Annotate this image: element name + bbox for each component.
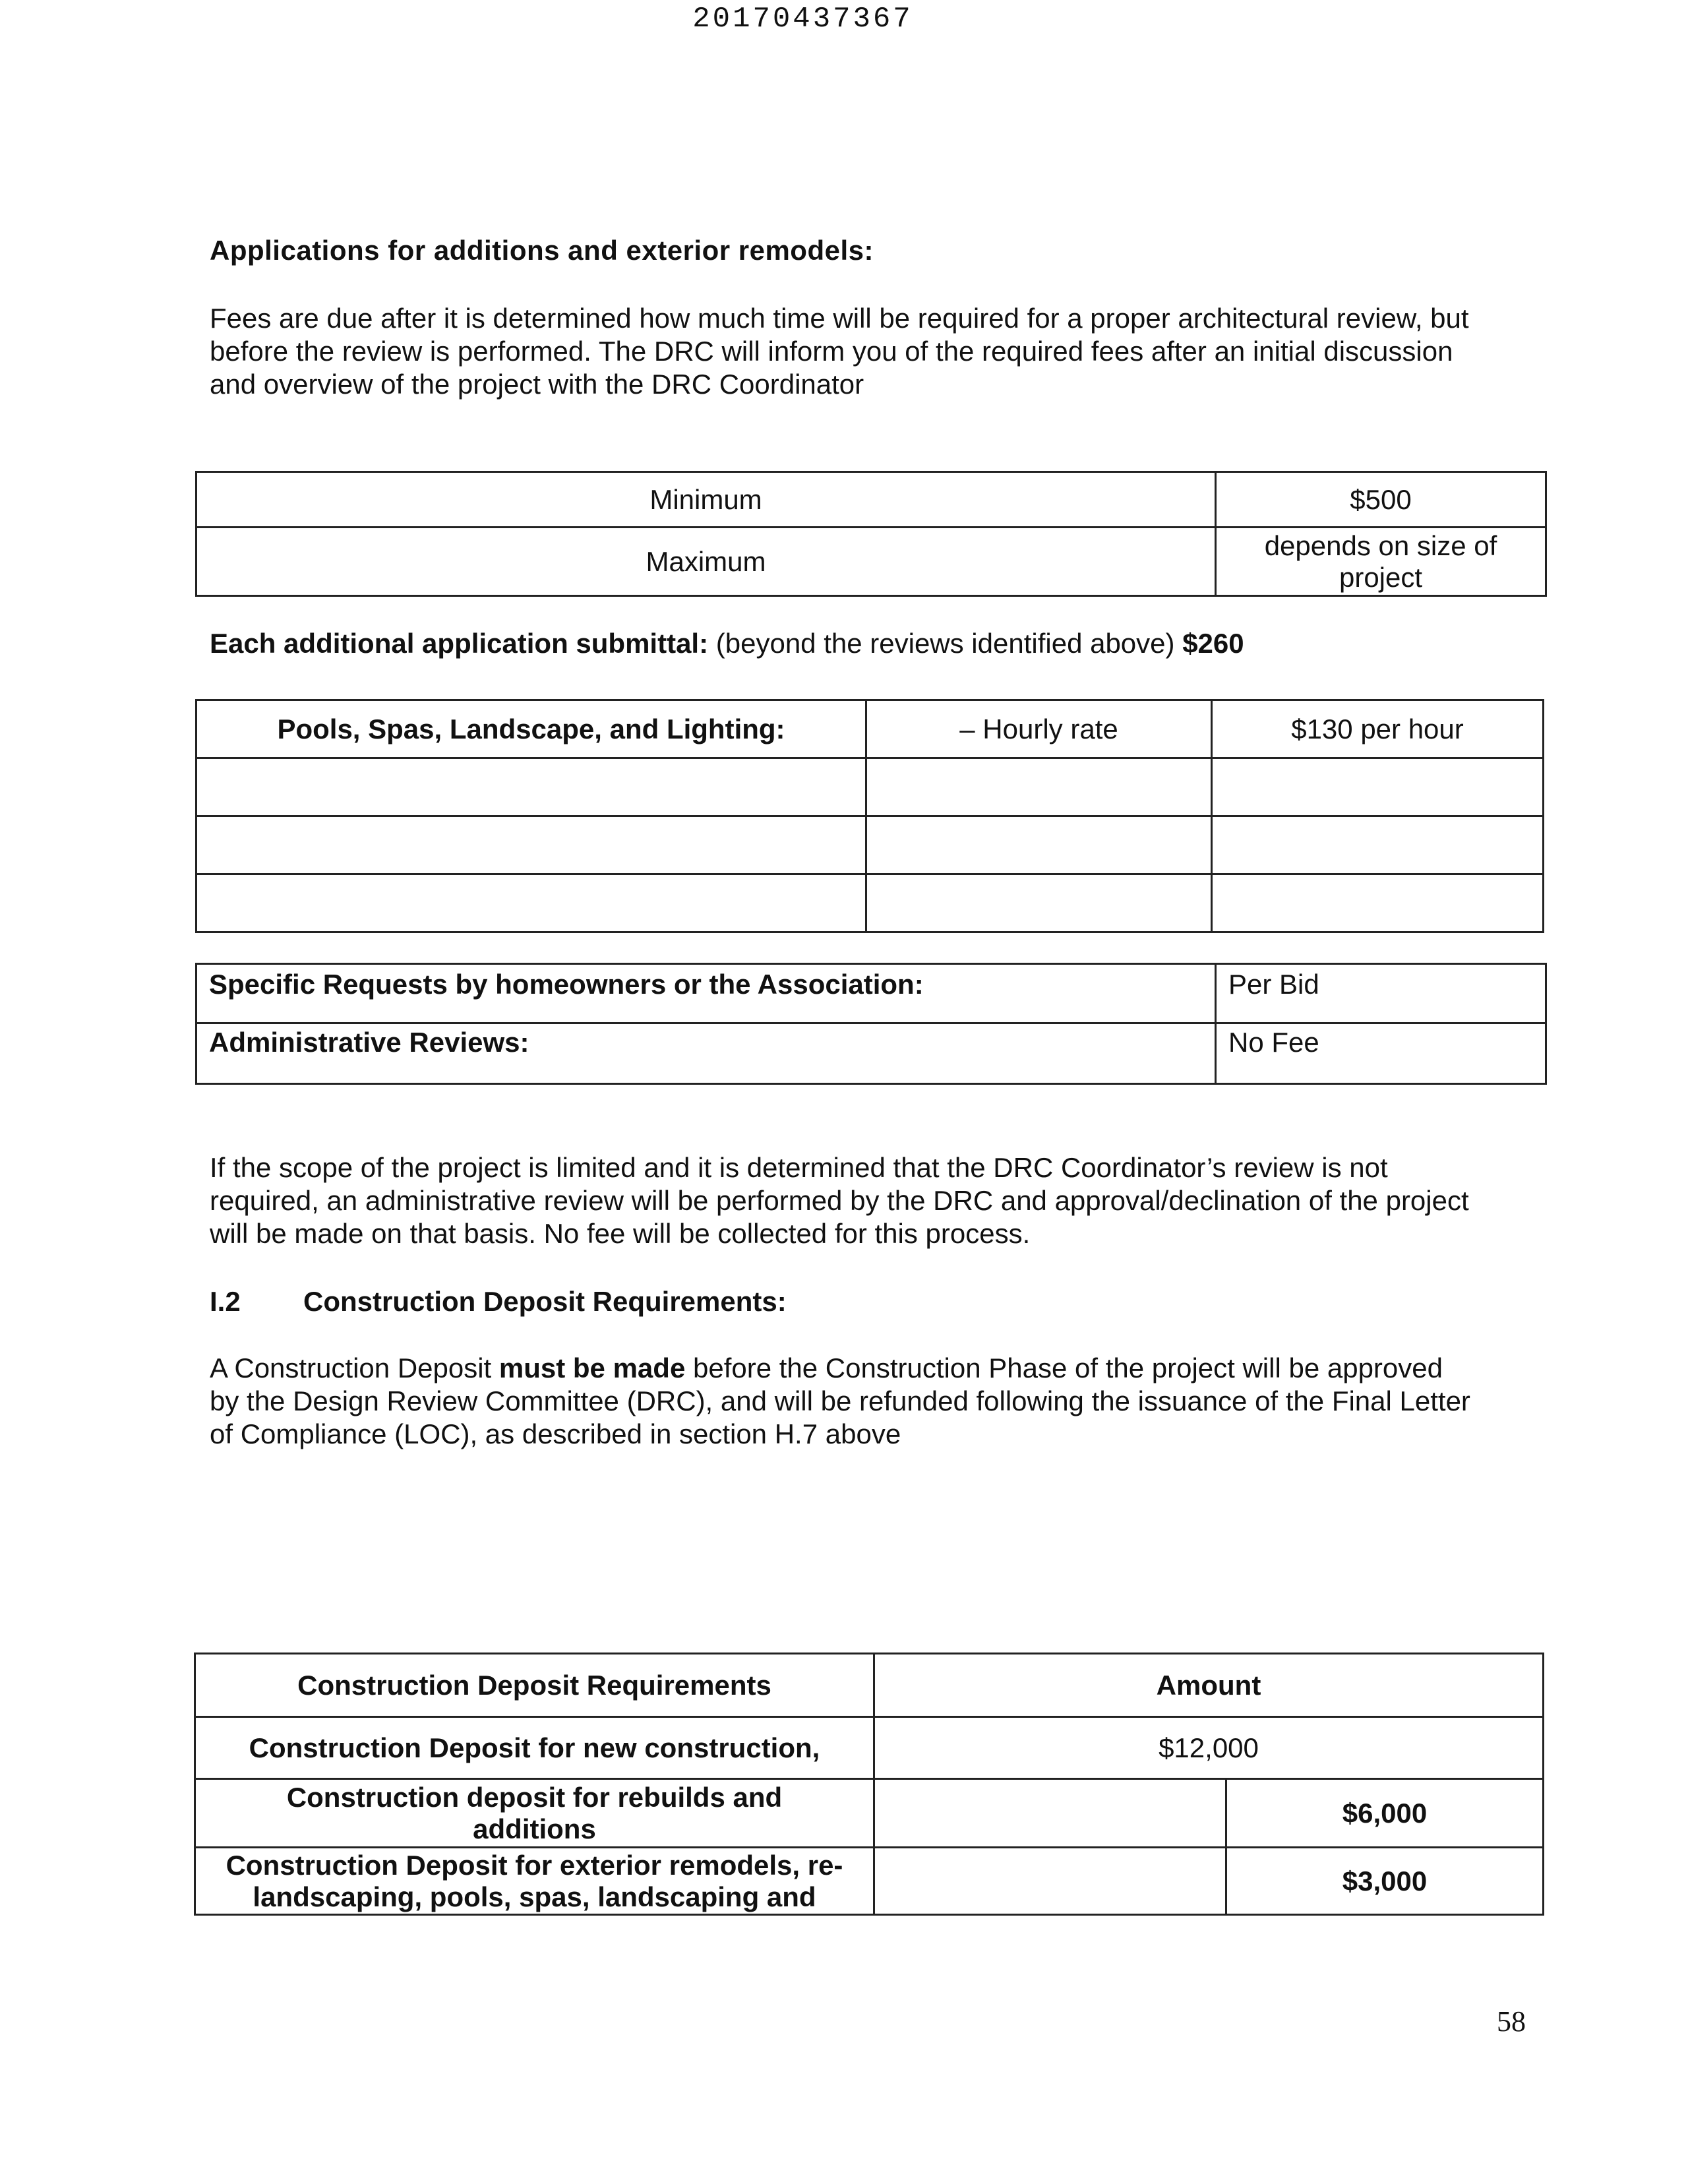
table-row: [195, 1848, 1544, 1915]
deposit-paragraph-line: by the Design Review Committee (DRC), and will be refunded following the issuance of the Final Letter: [210, 1385, 1470, 1416]
request-value-cell: Per Bid: [1216, 964, 1546, 1023]
section-title: Construction Deposit Requirements:: [303, 1286, 787, 1317]
table-row: [196, 700, 1544, 758]
additional-submittal-line: [210, 628, 1244, 659]
section-number: I.2: [210, 1286, 241, 1317]
fee-label-cell: Minimum: [196, 472, 1216, 528]
table-row: [196, 472, 1546, 528]
deposit-amount-cell: $3,000: [1226, 1848, 1544, 1915]
scope-paragraph-line: required, an administrative review will be performed by the DRC and approval/declination of the project: [210, 1185, 1469, 1216]
empty-cell: [1212, 758, 1544, 816]
pools-rate-cell: – Hourly rate: [866, 700, 1212, 758]
deposit-header-amount: Amount: [874, 1654, 1544, 1717]
additions-paragraph-line: Fees are due after it is determined how much time will be required for a proper architectural review, but: [210, 303, 1469, 334]
scope-paragraph: [210, 1151, 1538, 1250]
empty-cell: [196, 758, 866, 816]
requests-table: [195, 963, 1547, 1085]
additions-heading: Applications for additions and exterior remodels:: [210, 235, 874, 266]
empty-cell: [874, 1779, 1226, 1848]
empty-cell: [196, 874, 866, 932]
additional-submittal-amount: $260: [1182, 628, 1244, 659]
deposit-header-requirement: Construction Deposit Requirements: [195, 1654, 874, 1717]
deposit-paragraph-line: of Compliance (LOC), as described in section H.7 above: [210, 1418, 901, 1449]
fee-table: [195, 471, 1547, 597]
table-row: [196, 1023, 1546, 1084]
fee-label-cell: Maximum: [196, 528, 1216, 596]
deposit-paragraph-line: [210, 1352, 1538, 1385]
pools-price-cell: $130 per hour: [1212, 700, 1544, 758]
empty-cell: [866, 758, 1212, 816]
empty-cell: [1212, 874, 1544, 932]
table-row: [195, 1654, 1544, 1717]
deposit-emphasis: must be made: [498, 1352, 686, 1383]
table-row: [195, 1779, 1544, 1848]
additions-paragraph-line: and overview of the project with the DRC Coordinator: [210, 369, 864, 400]
table-row: [196, 528, 1546, 596]
pools-header-cell: Pools, Spas, Landscape, and Lighting:: [196, 700, 866, 758]
deposit-label-cell: Construction deposit for rebuilds and additions: [195, 1779, 874, 1848]
fee-value-cell: $500: [1216, 472, 1546, 528]
table-row: [196, 964, 1546, 1023]
empty-cell: [866, 816, 1212, 874]
additional-submittal-text: (beyond the reviews identified above): [708, 628, 1183, 659]
deposit-table: [194, 1653, 1544, 1916]
empty-cell: [196, 816, 866, 874]
deposit-amount-cell: $12,000: [874, 1717, 1544, 1779]
table-row: [196, 816, 1544, 874]
deposit-text: A Construction Deposit: [210, 1352, 499, 1383]
pools-table: [195, 699, 1544, 933]
scope-paragraph-line: will be made on that basis. No fee will be collected for this process.: [210, 1218, 1031, 1249]
request-value-cell: No Fee: [1216, 1023, 1546, 1084]
page-number: 58: [1497, 2005, 1526, 2038]
empty-cell: [866, 874, 1212, 932]
table-row: [195, 1717, 1544, 1779]
empty-cell: [874, 1848, 1226, 1915]
additions-paragraph-line: before the review is performed. The DRC will inform you of the required fees after an initial discussion: [210, 336, 1453, 367]
table-row: [196, 758, 1544, 816]
document-number: 20170437367: [692, 3, 913, 36]
request-label-cell: Specific Requests by homeowners or the Association:: [196, 964, 1216, 1023]
scope-paragraph-line: If the scope of the project is limited and it is determined that the DRC Coordinator’s review is not: [210, 1152, 1388, 1183]
deposit-label-cell: Construction Deposit for new construction,: [195, 1717, 874, 1779]
deposit-label-cell: Construction Deposit for exterior remodels, re-landscaping, pools, spas, landscaping and: [195, 1848, 874, 1915]
deposit-amount-cell: $6,000: [1226, 1779, 1544, 1848]
table-row: [196, 874, 1544, 932]
request-label-cell: Administrative Reviews:: [196, 1023, 1216, 1084]
deposit-paragraph: [210, 1352, 1538, 1451]
deposit-text: before the Construction Phase of the project will be approved: [685, 1352, 1443, 1383]
additions-paragraph: [210, 302, 1538, 401]
empty-cell: [1212, 816, 1544, 874]
fee-value-cell: depends on size of project: [1216, 528, 1546, 596]
additional-submittal-label: Each additional application submittal:: [210, 628, 709, 659]
